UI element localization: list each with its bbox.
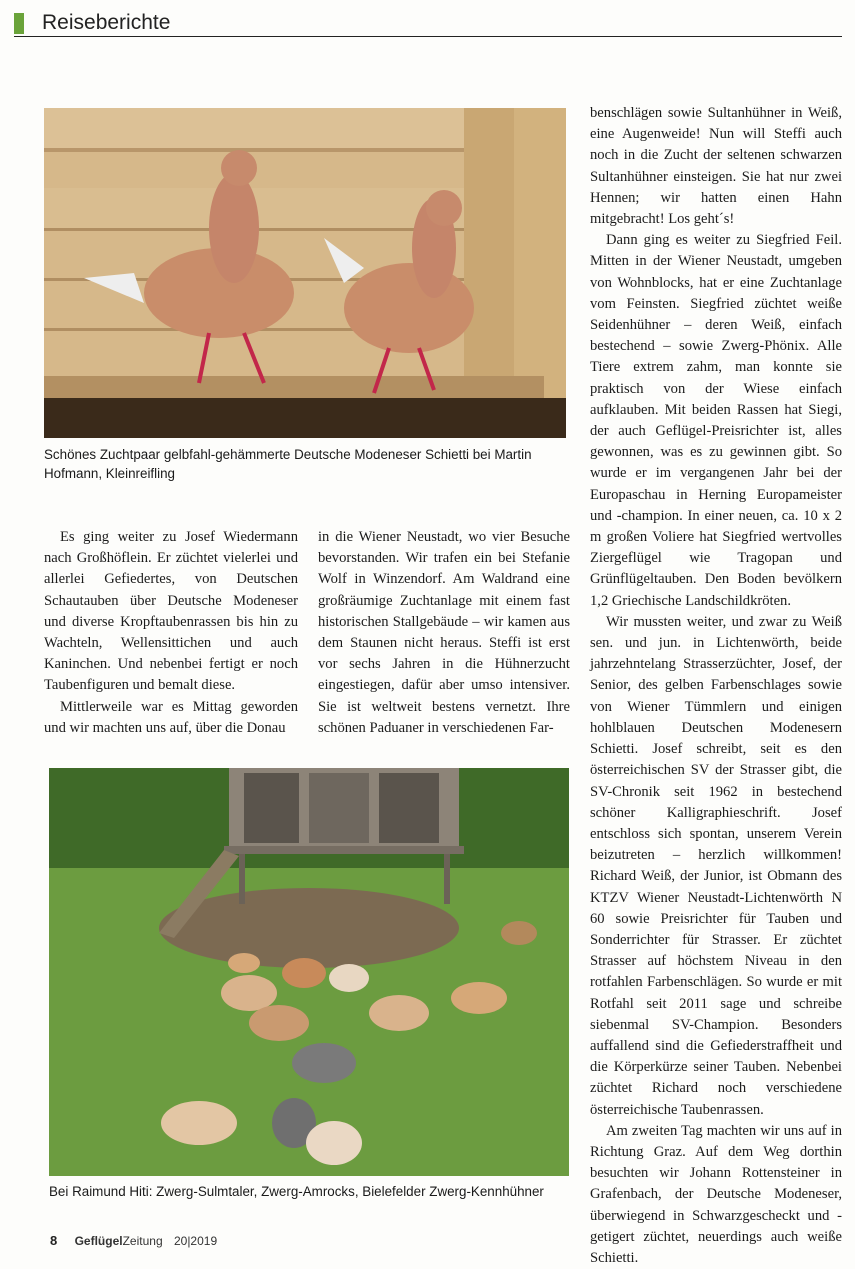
- section-title: Reiseberichte: [42, 11, 171, 34]
- paragraph: in die Wiener Neustadt, wo vier Besuche bevorstanden. Wir trafen ein bei Stefanie Wolf in Winzendorf. Am Waldrand eine großräumige Zuchtanlage mit einem fast historischen Stallgebäude – wir kamen aus dem Staunen nicht heraus. Steffi ist erst vor sechs Jahren in die Hühnerzucht eingestiegen, dafür aber umso intensiver. Sie ist weltweit bestens vernetzt. Ihre schönen Paduaner in verschiedenen Far-: [318, 529, 570, 736]
- chicken-photo: [49, 768, 569, 1176]
- article-column-2: [318, 527, 570, 739]
- article-column-1: [44, 527, 298, 739]
- paragraph: benschlägen sowie Sultanhühner in Weiß, eine Augenweide! Nun will Steffi auch noch in die Zucht der seltenen schwarzen Sultanhühner einsteigen. Sie hat nur zwei Hennen; wir hatten einen Hahn mitgebracht! Los geht´s!: [590, 105, 842, 228]
- magazine-name: [75, 1234, 163, 1248]
- page-header: [14, 10, 842, 37]
- paragraph: Es ging weiter zu Josef Wiedermann nach Großhöflein. Er züchtet vielerlei und allerlei Gefiedertes, von Deutschen Schautauben über Deutsche Modeneser und diverse Kropftaubenrassen bis hin zu Wachteln, Wellensittichen und auch Kaninchen. Und nebenbei fertigt er noch Taubenfiguren und bemalt diese.: [44, 529, 298, 694]
- issue-number: 20|2019: [173, 1234, 218, 1248]
- page-number: 8: [50, 1233, 58, 1248]
- paragraph: Am zweiten Tag machten wir uns auf in Richtung Graz. Auf dem Weg dorthin besuchten wir Johann Rottensteiner in Grafenbach, der Deutsche Modeneser, überwiegend in Schwarzgescheckt und -getigert züchtet, neuerdings auch weiße Schietti.: [590, 1122, 842, 1266]
- photo-caption-pigeons: Schönes Zuchtpaar gelbfahl-gehämmerte Deutsche Modeneser Schietti bei Martin Hofmann, Kleinreifling: [44, 447, 532, 481]
- paragraph: Dann ging es weiter zu Siegfried Feil. Mitten in der Wiener Neustadt, umgeben von Wohnblocks, hat er eine Zuchtanlage vom Feinsten. Siegfried züchtet weiße Seidenhühner – deren Weiß, einfach bestechend – sowie Zwerg-Phönix. Alle Tiere extrem zahm, man konnte sie praktisch von der Wiese einfach aufklauben. Mit beiden Rassen hat Siegi, der auch Geflügel-Preisrichter ist, alles gewonnen, was es zu gewinnen gibt. So wurde er im vergangenen Jahr bei der Europaschau in Herning Europameister und -champion. In einer neuen, ca. 10 x 2 m großen Voliere hat Siegfried wertvolles Ziergeflügel wie Tragopan und Grünflügeltauben. Den Boden bevölkern 1,2 Griechische Landschildkröten.: [590, 232, 842, 609]
- magazine-name-rest: Zeitung: [122, 1234, 163, 1248]
- paragraph: Mittlerweile war es Mittag geworden und wir machten uns auf, über die Donau: [44, 698, 298, 736]
- section-marker: [14, 13, 24, 34]
- magazine-name-bold: Geflügel: [74, 1234, 123, 1248]
- pigeon-photo: [44, 108, 566, 438]
- paragraph: Wir mussten weiter, und zwar zu Weiß sen. und jun. in Lichtenwörth, beide jahrzehntelang Strasserzüchter, Josef, der Senior, des gelben Farbenschlages sowie von Wiener Tümmlern und einigen hohlblauen Deutschen Modenesern Schietti. Josef schreibt, seit es den österreichischen SV der Strasser gibt, die SV-Chronik seit 1962 in bestechend schöner Kalligraphieschrift. Josef entschloss sich spontan, unserem Verein beizutreten – herzlich willkommen! Richard Weiß, der Junior, ist Obmann des KTZV Wiener Neustadt-Lichtenwörth N 60 sowie Preisrichter für Tauben und Sonderrichter für Strasser. Er züchtet Strasser auf höchstem Niveau in den rotfahlen Farbenschlägen. So wurde er mit Rotfahl seit 2011 sage und schreibe siebenmal SV-Champion. Besonders auffallend sind die Gefiederstraffheit und die Körperkürze seiner Tauben. Nebenbei züchtet Richard noch verschiedene österreichische Taubenrassen.: [590, 613, 842, 1118]
- article-column-3: [590, 103, 842, 1269]
- page-footer: [50, 1233, 217, 1248]
- photo-caption-chickens: Bei Raimund Hiti: Zwerg-Sulmtaler, Zwerg-Amrocks, Bielefelder Zwerg-Kennhühner: [49, 1184, 544, 1199]
